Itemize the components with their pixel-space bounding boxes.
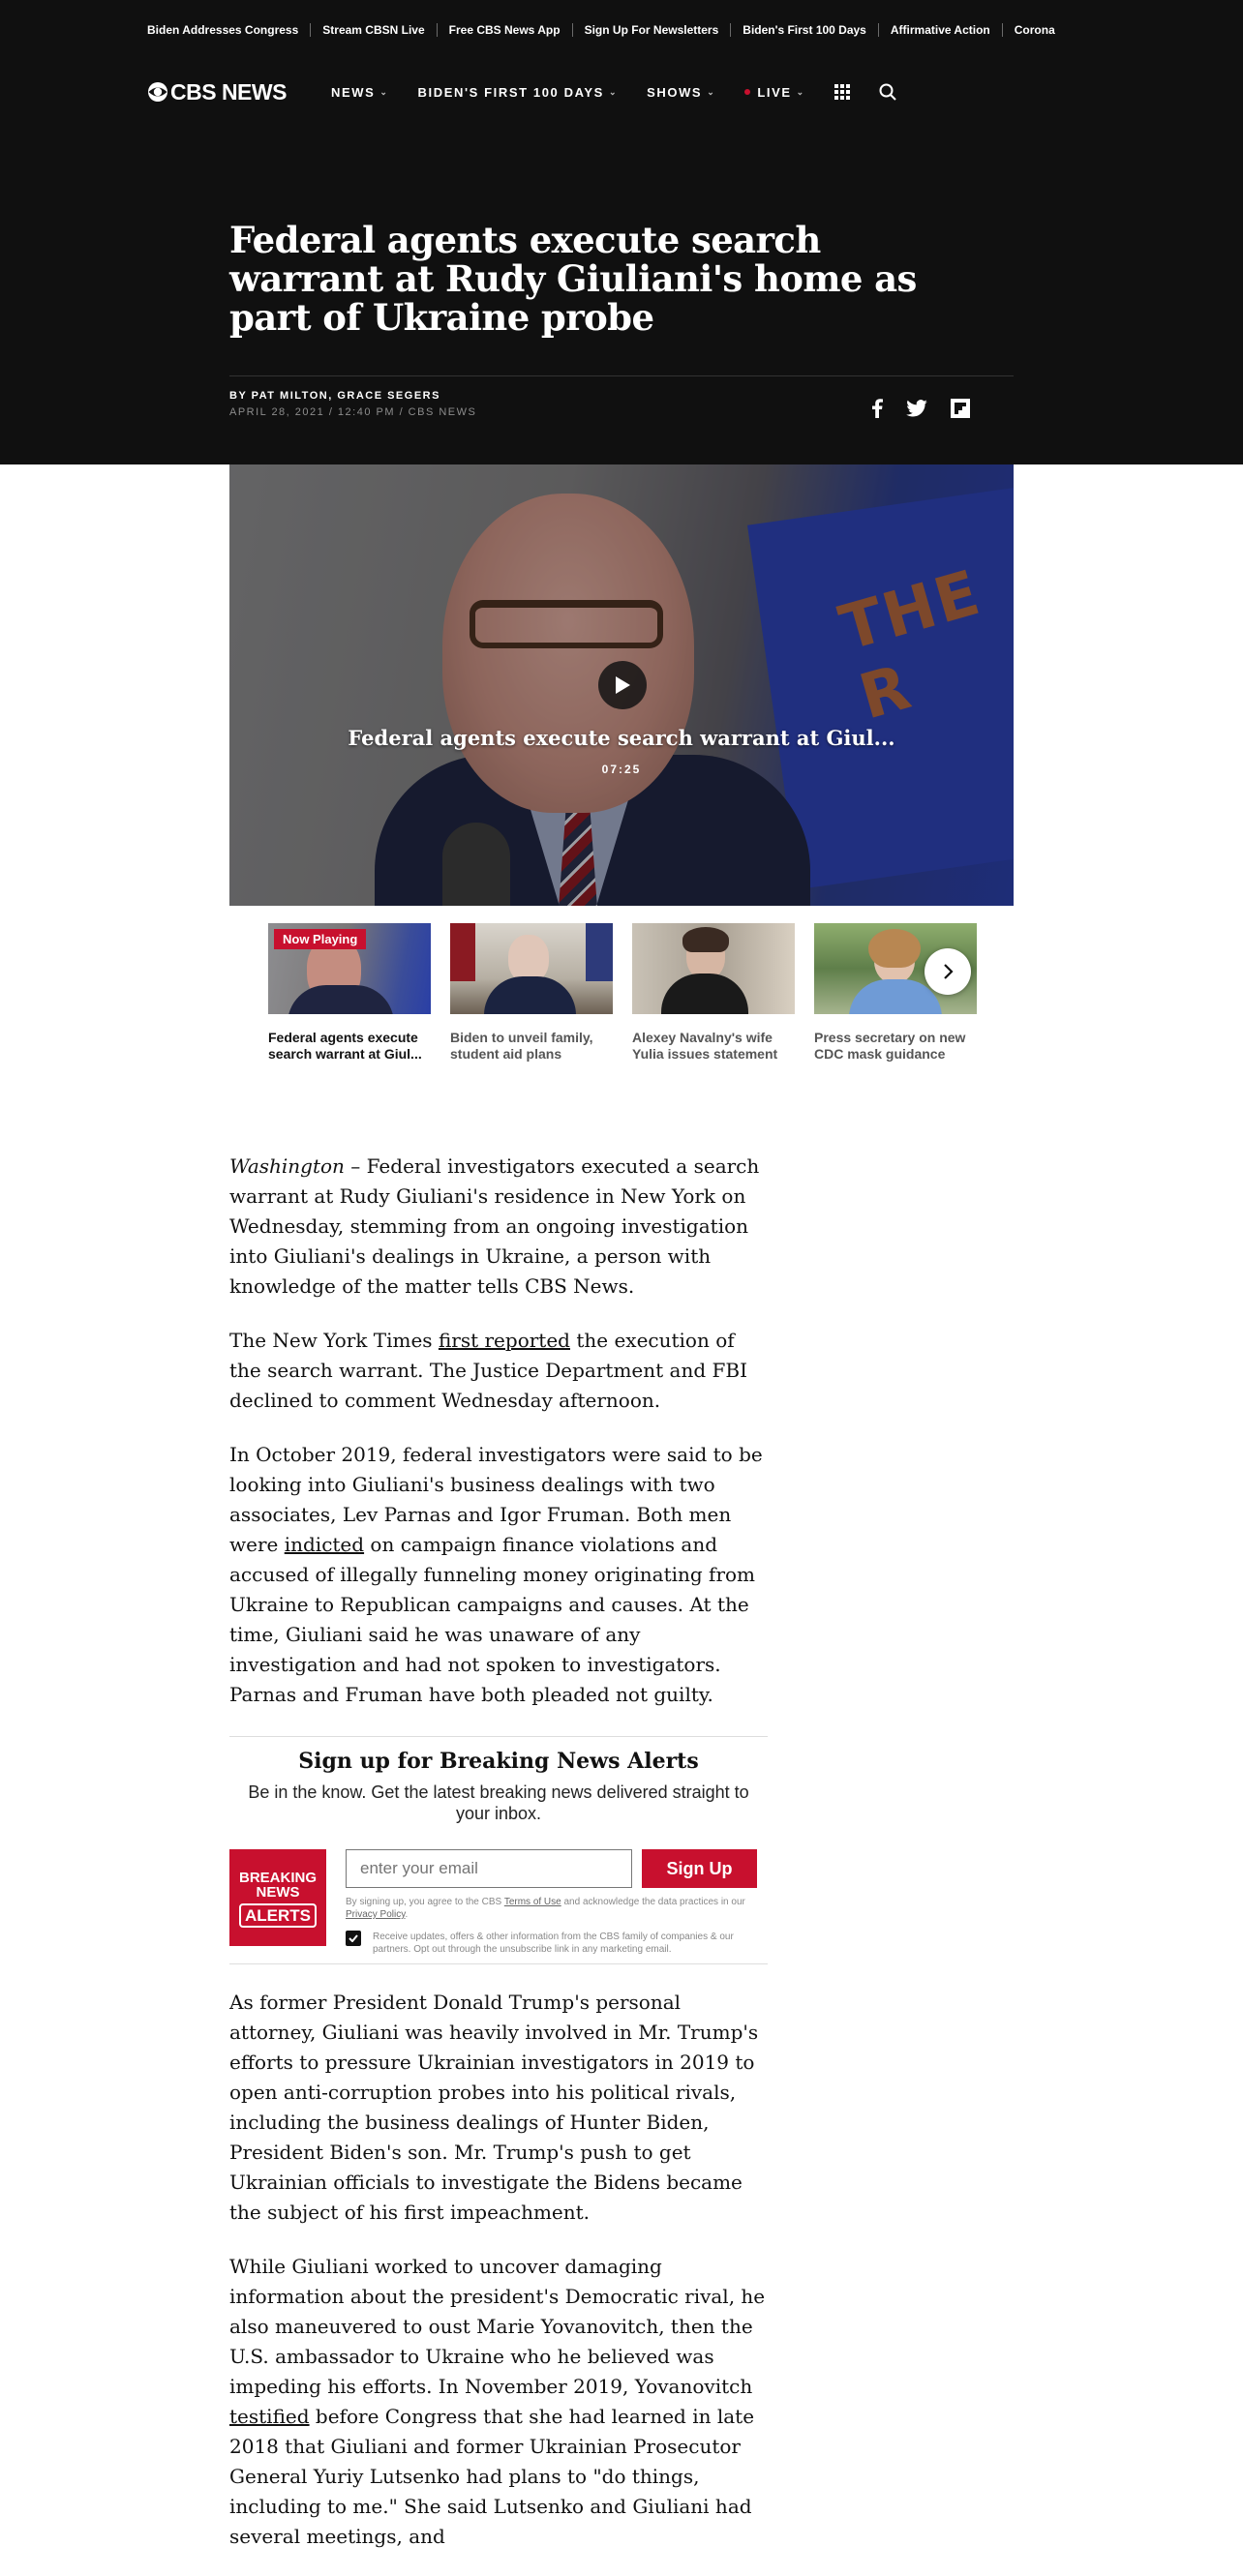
cbs-eye-icon <box>147 81 168 103</box>
share-buttons <box>871 399 970 423</box>
banner-text: THE R <box>832 556 989 734</box>
chevron-down-icon: ⌄ <box>796 86 805 97</box>
playlist-thumbnail <box>268 923 431 1014</box>
video-duration: 07:25 <box>601 763 642 776</box>
dateline: APRIL 28, 2021 / 12:40 PM / CBS NEWS <box>229 406 477 418</box>
nav-biden-label: BIDEN'S FIRST 100 DAYS <box>417 84 604 100</box>
newsletter-signup <box>229 1736 768 1964</box>
article-headline: Federal agents execute search warrant at Rudy Giuliani's home as part of Ukraine probe <box>229 219 917 339</box>
playlist-next-button[interactable] <box>925 948 971 995</box>
apps-grid-icon[interactable] <box>834 84 850 100</box>
cbs-news-logo[interactable] <box>147 79 287 105</box>
article-paragraph: In October 2019, federal investigators were said to be looking into Giuliani's business dealings with two associates, Lev Parnas and Igor Fruman. Both men were indicted on campaign finance violations and accused of illegally funneling money originating from Ukraine to Republican campaigns and causes. At the time, Giuliani said he was unaware of any investigation and had not spoken to investigators. Parnas and Fruman have both pleaded not guilty. <box>229 1443 763 1706</box>
video-player[interactable] <box>229 464 1014 906</box>
chevron-right-icon <box>942 963 954 980</box>
chevron-down-icon: ⌄ <box>608 86 619 97</box>
location-tag: Washington <box>229 1154 345 1178</box>
byline: BY PAT MILTON, GRACE SEGERS <box>229 390 440 402</box>
logo-text: CBS NEWS <box>170 78 287 105</box>
trending-link[interactable]: Affirmative Action <box>878 23 1002 37</box>
nav-shows[interactable] <box>647 85 715 100</box>
privacy-policy-link[interactable]: Privacy Policy <box>346 1909 406 1920</box>
article-body <box>229 1152 772 1734</box>
flipboard-icon[interactable] <box>951 399 970 423</box>
checkmark-icon <box>349 1934 358 1942</box>
newsletter-title: Sign up for Breaking News Alerts <box>298 1749 699 1774</box>
playlist-item-title: Biden to unveil family, student aid plans <box>450 1030 593 1062</box>
nav-shows-label: SHOWS <box>647 84 703 100</box>
article-paragraph: The New York Times first reported the execution of the search warrant. The Justice Department and FBI declined to comment Wednesday afternoon. <box>229 1329 747 1412</box>
terms-of-use-link[interactable]: Terms of Use <box>503 1897 561 1907</box>
live-dot-icon <box>744 89 750 95</box>
breaking-news-alerts-logo: BREAKING NEWS ALERTS <box>229 1849 326 1946</box>
playlist-item[interactable] <box>450 923 613 1063</box>
playlist-item[interactable] <box>268 923 431 1063</box>
header-divider <box>229 375 1014 376</box>
trending-link[interactable]: Biden's First 100 Days <box>730 23 878 37</box>
playlist-item-title: Press secretary on new CDC mask guidance <box>814 1030 966 1062</box>
trending-bar <box>147 23 1096 43</box>
search-icon[interactable] <box>879 83 896 101</box>
article-paragraph: Washington – Federal investigators executed a search warrant at Rudy Giuliani's residence in New York on Wednesday, stemming from an ongoing investigation into Giuliani's dealings in Ukraine, a person with knowledge of the matter tells CBS News. <box>229 1154 760 1298</box>
playlist-item-title: Federal agents execute search warrant at Giul... <box>268 1030 422 1062</box>
chevron-down-icon: ⌄ <box>707 86 716 97</box>
indicted-link[interactable]: indicted <box>284 1533 365 1556</box>
newsletter-subtitle: Be in the know. Get the latest breaking news delivered straight to your inbox. <box>248 1782 749 1823</box>
chevron-down-icon: ⌄ <box>379 86 389 97</box>
opt-in-text: Receive updates, offers & other information from the CBS family of companies & our partners. Opt out through the unsubscribe link in any marketing email. <box>373 1932 734 1955</box>
trending-link[interactable]: Corona <box>1002 23 1067 37</box>
video-title: Federal agents execute search warrant at Giul... <box>348 726 895 750</box>
trending-link[interactable]: Free CBS News App <box>437 23 572 37</box>
testified-link[interactable]: testified <box>229 2405 310 2428</box>
site-header <box>0 0 1243 464</box>
article-body-continued <box>229 1988 772 2576</box>
nav-bidens-first-100-days[interactable] <box>418 85 619 100</box>
playlist-item[interactable] <box>632 923 795 1063</box>
nav-news-label: NEWS <box>330 84 376 100</box>
trending-link[interactable]: Stream CBSN Live <box>310 23 436 37</box>
video-playlist <box>268 923 975 1088</box>
email-field[interactable] <box>346 1849 632 1888</box>
marketing-opt-in-checkbox[interactable] <box>346 1931 361 1946</box>
playlist-thumbnail <box>632 923 795 1014</box>
play-button[interactable] <box>598 661 647 709</box>
now-playing-badge: Now Playing <box>274 929 366 949</box>
signup-button[interactable]: Sign Up <box>642 1849 757 1888</box>
article-paragraph: While Giuliani worked to uncover damaging information about the president's Democratic rival, he also maneuvered to oust Marie Yovanovitch, then the U.S. ambassador to Ukraine who he believed was impeding his efforts. In November 2019, Yovanovitch testified before Congress that she had learned in late 2018 that Giuliani and former Ukrainian Prosecutor General Yuriy Lutsenko had plans to "do things, including to me." She said Lutsenko and Giuliani had several meetings, and <box>229 2255 766 2548</box>
play-icon <box>614 675 631 695</box>
playlist-thumbnail <box>450 923 613 1014</box>
nav-live-label: LIVE <box>757 84 792 100</box>
legal-text: By signing up, you agree to the CBS Terms of Use and acknowledge the data practices in our Privacy Policy. <box>346 1897 745 1920</box>
main-nav <box>147 77 925 106</box>
article-paragraph: As former President Donald Trump's personal attorney, Giuliani was heavily involved in Mr. Trump's efforts to pressure Ukrainian investigators in 2019 to open anti-corruption probes into his political rivals, including the business dealings of Hunter Biden, President Biden's son. Mr. Trump's push to get Ukrainian officials to investigate the Bidens became the subject of his first impeachment. <box>229 1991 759 2224</box>
trending-link[interactable]: Sign Up For Newsletters <box>572 23 731 37</box>
first-reported-link[interactable]: first reported <box>438 1329 570 1352</box>
playlist-item-title: Alexey Navalny's wife Yulia issues statement <box>632 1030 778 1062</box>
trending-link[interactable]: Biden Addresses Congress <box>147 23 299 37</box>
nav-news[interactable] <box>331 85 389 100</box>
nav-live[interactable] <box>744 85 804 100</box>
facebook-icon[interactable] <box>871 399 883 423</box>
twitter-icon[interactable] <box>906 400 927 422</box>
